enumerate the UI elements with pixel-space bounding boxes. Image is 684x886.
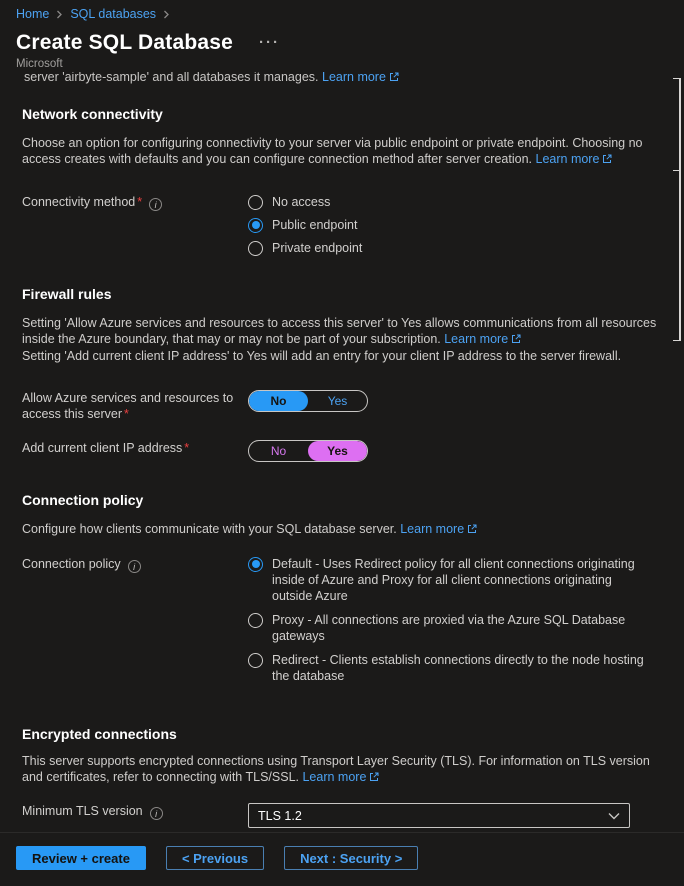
encrypted-desc-text: This server supports encrypted connections using Transport Layer Security (TLS). For information on TLS version and certificates, refer to connecting with TLS/SSL.	[22, 754, 650, 784]
publisher-subtitle: Microsoft	[16, 58, 63, 70]
chevron-down-icon	[608, 809, 620, 823]
learn-more-link[interactable]: Learn more	[400, 522, 477, 536]
radio-button-selected[interactable]	[248, 557, 263, 572]
external-link-icon	[602, 152, 612, 168]
add-client-ip-toggle[interactable]	[248, 440, 368, 462]
intro-text-body: server 'airbyte-sample' and all databases it manages.	[24, 72, 319, 84]
breadcrumb-link-home[interactable]: Home	[16, 7, 50, 21]
radio-label: Public endpoint	[272, 218, 358, 232]
radio-public-endpoint[interactable]	[248, 217, 362, 233]
toggle-yes[interactable]: Yes	[327, 394, 348, 408]
external-link-icon	[467, 522, 477, 538]
page-header	[0, 0, 684, 70]
radio-button[interactable]	[248, 241, 263, 256]
section-heading-connection-policy: Connection policy	[22, 492, 144, 508]
tab-content-networking	[0, 70, 684, 828]
encrypted-connections-description	[22, 753, 662, 786]
radio-policy-redirect[interactable]	[248, 652, 654, 684]
learn-more-link[interactable]: Learn more	[444, 332, 521, 346]
learn-more-link[interactable]: Learn more	[302, 770, 379, 784]
minimum-tls-version-label: Minimum TLS version i	[22, 803, 248, 828]
learn-more-link[interactable]: Learn more	[322, 72, 399, 84]
section-heading-encrypted-connections: Encrypted connections	[22, 726, 177, 742]
previous-button[interactable]: < Previous	[166, 846, 264, 870]
more-options-button[interactable]: ···	[259, 34, 281, 51]
chevron-right-icon	[163, 10, 170, 19]
connection-policy-radio-group	[248, 556, 654, 684]
connectivity-method-label: Connectivity method * i	[22, 194, 248, 256]
scrollbar-tick	[673, 340, 681, 341]
scrollbar[interactable]	[672, 78, 681, 341]
add-client-ip-label: Add current client IP address *	[22, 441, 190, 455]
dropdown-selected-value: TLS 1.2	[258, 808, 302, 823]
radio-label: Redirect - Clients establish connections directly to the node hosting the database	[272, 653, 644, 683]
section-heading-firewall-rules: Firewall rules	[22, 286, 112, 302]
radio-label: Proxy - All connections are proxied via the Azure SQL Database gateways	[272, 613, 626, 643]
network-connectivity-description	[22, 135, 662, 168]
radio-label: Private endpoint	[272, 241, 363, 255]
intro-text	[24, 72, 662, 87]
connection-policy-label: Connection policy i	[22, 556, 248, 684]
radio-policy-default[interactable]	[248, 556, 654, 604]
connection-policy-description	[22, 521, 662, 538]
radio-policy-proxy[interactable]	[248, 612, 654, 644]
firewall-rules-description	[22, 315, 662, 364]
external-link-icon	[369, 770, 379, 786]
review-create-button[interactable]: Review + create	[16, 846, 146, 870]
connectivity-method-radio-group	[248, 194, 362, 256]
required-marker: *	[124, 407, 129, 421]
toggle-no-selected[interactable]: No	[249, 391, 308, 411]
info-icon[interactable]: i	[149, 198, 162, 211]
radio-label: No access	[272, 195, 331, 209]
required-marker: *	[137, 195, 143, 209]
scrollbar-tick	[673, 78, 681, 79]
breadcrumb	[16, 6, 668, 22]
scrollbar-thumb[interactable]	[679, 78, 681, 341]
allow-azure-services-label: Allow Azure services and resources to access this server *	[22, 391, 234, 421]
learn-more-link[interactable]: Learn more	[536, 152, 613, 166]
next-security-button[interactable]: Next : Security >	[284, 846, 418, 870]
radio-button[interactable]	[248, 653, 263, 668]
required-marker: *	[184, 441, 190, 455]
allow-azure-services-toggle[interactable]	[248, 390, 368, 412]
external-link-icon	[389, 72, 399, 85]
network-desc-text: Choose an option for configuring connectivity to your server via public endpoint or private endpoint. Choosing no access creates with defaults and you can configure connection method after server creation.	[22, 136, 643, 166]
section-heading-network-connectivity: Network connectivity	[22, 106, 163, 122]
radio-button[interactable]	[248, 613, 263, 628]
wizard-footer	[0, 832, 684, 886]
chevron-right-icon	[56, 10, 63, 19]
radio-no-access[interactable]	[248, 194, 362, 210]
policy-desc-text: Configure how clients communicate with your SQL database server.	[22, 522, 397, 536]
info-icon[interactable]: i	[150, 807, 163, 820]
toggle-no[interactable]: No	[270, 444, 287, 458]
page-title: Create SQL Database	[16, 31, 234, 54]
toggle-yes-selected[interactable]: Yes	[308, 441, 367, 461]
radio-label: Default - Uses Redirect policy for all client connections originating inside of Azure and Proxy for all client connections originating outside Azure	[272, 557, 635, 603]
radio-button[interactable]	[248, 195, 263, 210]
radio-button-selected[interactable]	[248, 218, 263, 233]
firewall-desc-text-1: Setting 'Allow Azure services and resources to access this server' to Yes allows communications from all resources inside the Azure boundary, that may or may not be part of your subscription.	[22, 316, 657, 346]
breadcrumb-link-sql-databases[interactable]: SQL databases	[70, 7, 157, 21]
scrollbar-tick	[673, 170, 681, 171]
radio-private-endpoint[interactable]	[248, 240, 362, 256]
firewall-desc-text-2: Setting 'Add current client IP address' to Yes will add an entry for your client IP address to the server firewall.	[22, 349, 622, 363]
info-icon[interactable]: i	[128, 560, 141, 573]
minimum-tls-version-dropdown[interactable]	[248, 803, 630, 828]
external-link-icon	[511, 332, 521, 348]
